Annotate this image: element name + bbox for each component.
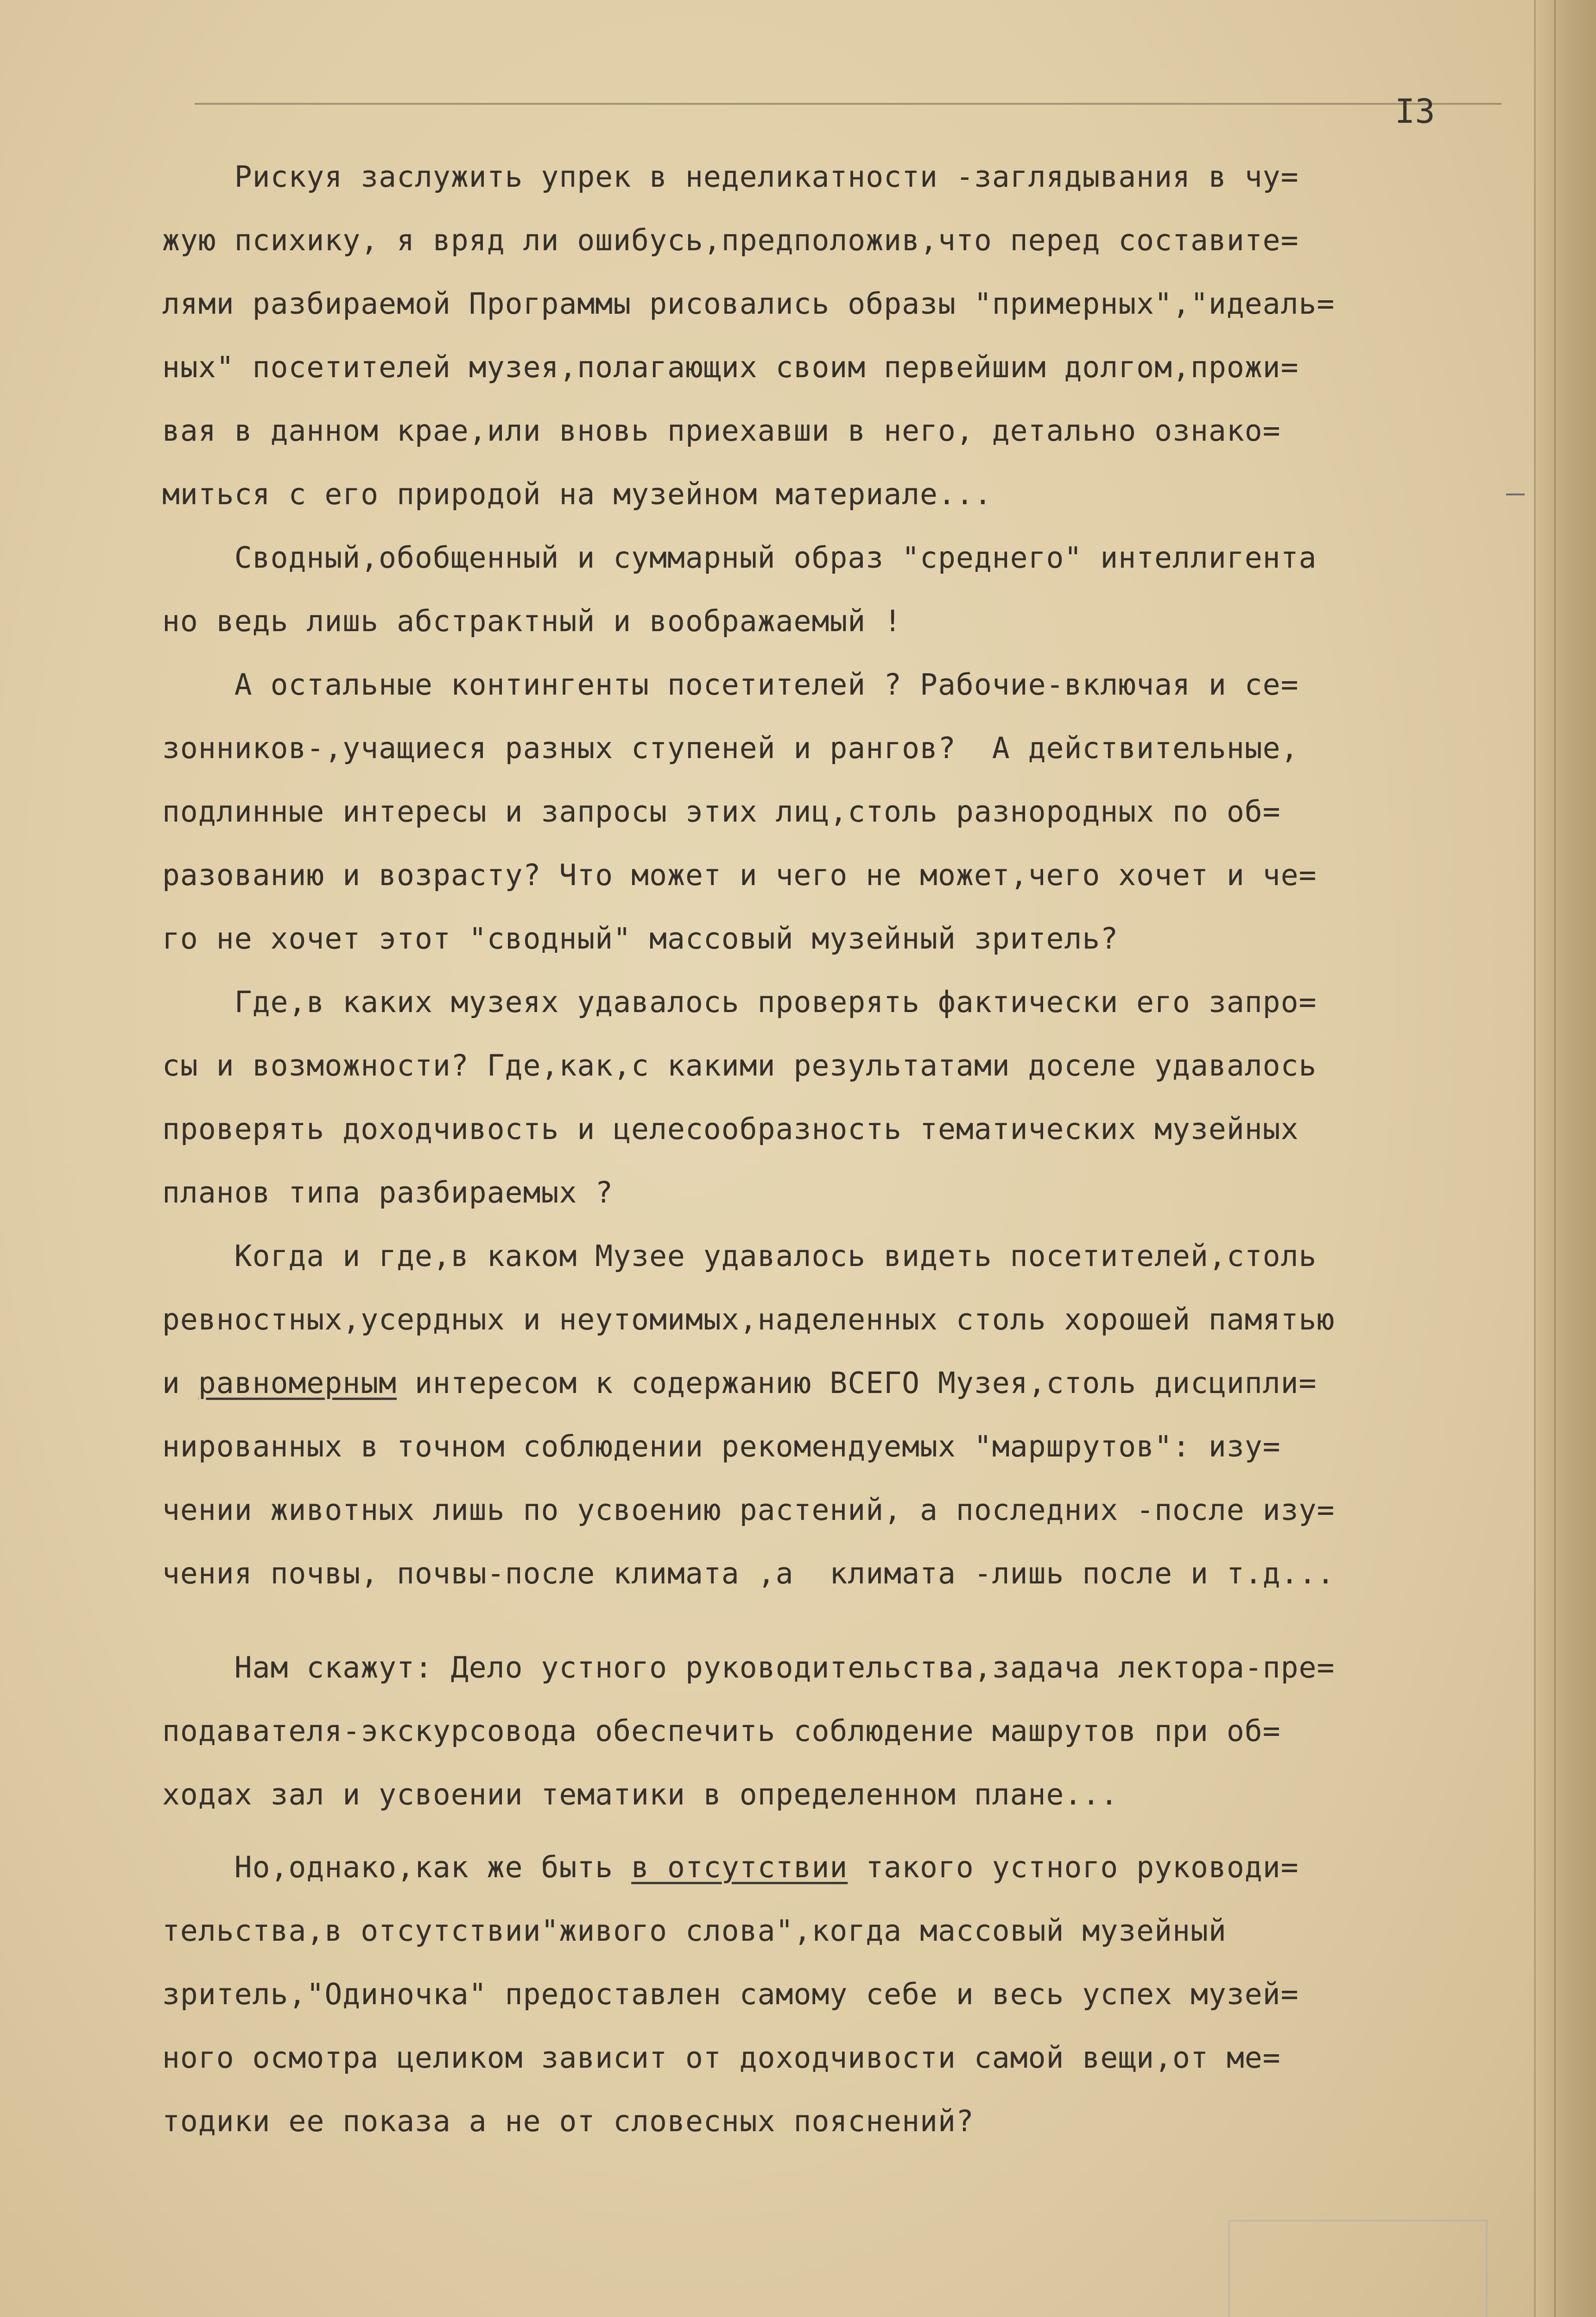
text-line: Когда и где,в каком Музее удавалось видеть посетителей,столь — [162, 1239, 1317, 1273]
text-line-underlined: Но,однако,как же быть в отсутствии такого устного руководи= — [162, 1850, 1299, 1884]
text-line: тельства,в отсутствии"живого слова",когда массовый музейный — [162, 1914, 1227, 1948]
text-line: но ведь лишь абстрактный и воображаемый ! — [162, 604, 902, 638]
text-line: лями разбираемой Программы рисовались образы "примерных","идеаль= — [162, 287, 1335, 321]
underlined-word: в отсутствии — [631, 1850, 848, 1884]
text-line: чения почвы, почвы-после климата ,а климата -лишь после и т.д... — [162, 1557, 1335, 1590]
text-line: Сводный,обобщенный и суммарный образ "среднего" интеллигента — [162, 541, 1317, 575]
text-line: зонников-,учащиеся разных ступеней и рангов? А действительные, — [162, 731, 1299, 765]
underlined-word: равномерным — [198, 1366, 397, 1400]
text-line: подавателя-экскурсовода обеспечить соблюдение машрутов при об= — [162, 1714, 1281, 1748]
text-line: А остальные контингенты посетителей ? Рабочие-включая и се= — [162, 668, 1299, 702]
text-line: Рискуя заслужить упрек в неделикатности -заглядывания в чу= — [162, 160, 1299, 194]
text-line: проверять доходчивость и целесообразность тематических музейных — [162, 1112, 1299, 1146]
text-line: нированных в точном соблюдении рекомендуемых "маршрутов": изу= — [162, 1430, 1281, 1463]
text-line: подлинные интересы и запросы этих лиц,столь разнородных по об= — [162, 795, 1281, 829]
text-line: жую психику, я вряд ли ошибусь,предположив,что перед составите= — [162, 223, 1299, 257]
text-line: тодики ее показа а не от словесных пояснений? — [162, 2104, 974, 2138]
text-line: ходах зал и усвоении тематики в определенном плане... — [162, 1778, 1119, 1811]
text-line: го не хочет этот "сводный" массовый музейный зритель? — [162, 922, 1119, 956]
page-number: I3 — [1395, 92, 1435, 131]
text-line: зритель,"Одиночка" предоставлен самому себе и весь успех музей= — [162, 1977, 1299, 2011]
archive-stamp — [1228, 2220, 1488, 2317]
text-line: чении животных лишь по усвоению растений, а последних -после изу= — [162, 1493, 1335, 1527]
text-line: планов типа разбираемых ? — [162, 1176, 614, 1209]
text-line: ных" посетителей музея,полагающих своим первейшим долгом,прожи= — [162, 350, 1299, 384]
margin-mark — [1506, 494, 1525, 495]
text-line: ревностных,усердных и неутомимых,наделенных столь хорошей памятью — [162, 1303, 1335, 1336]
text-line: ного осмотра целиком зависит от доходчивости самой вещи,от ме= — [162, 2041, 1281, 2075]
text-line: Где,в каких музеях удавалось проверять фактически его запро= — [162, 985, 1317, 1019]
text-line: вая в данном крае,или вновь приехавши в него, детально ознако= — [162, 414, 1281, 448]
underlying-pages — [1526, 0, 1596, 2317]
text-line: Нам скажут: Дело устного руководительства,задача лектора-пре= — [162, 1651, 1335, 1684]
text-line: миться с его природой на музейном материале... — [162, 477, 992, 511]
text-line-underlined: и равномерным интересом к содержанию ВСЕГО Музея,столь дисципли= — [162, 1366, 1317, 1400]
text-line: разованию и возрасту? Что может и чего не может,чего хочет и че= — [162, 858, 1317, 892]
text-line: сы и возможности? Где,как,с какими результатами доселе удавалось — [162, 1049, 1317, 1083]
